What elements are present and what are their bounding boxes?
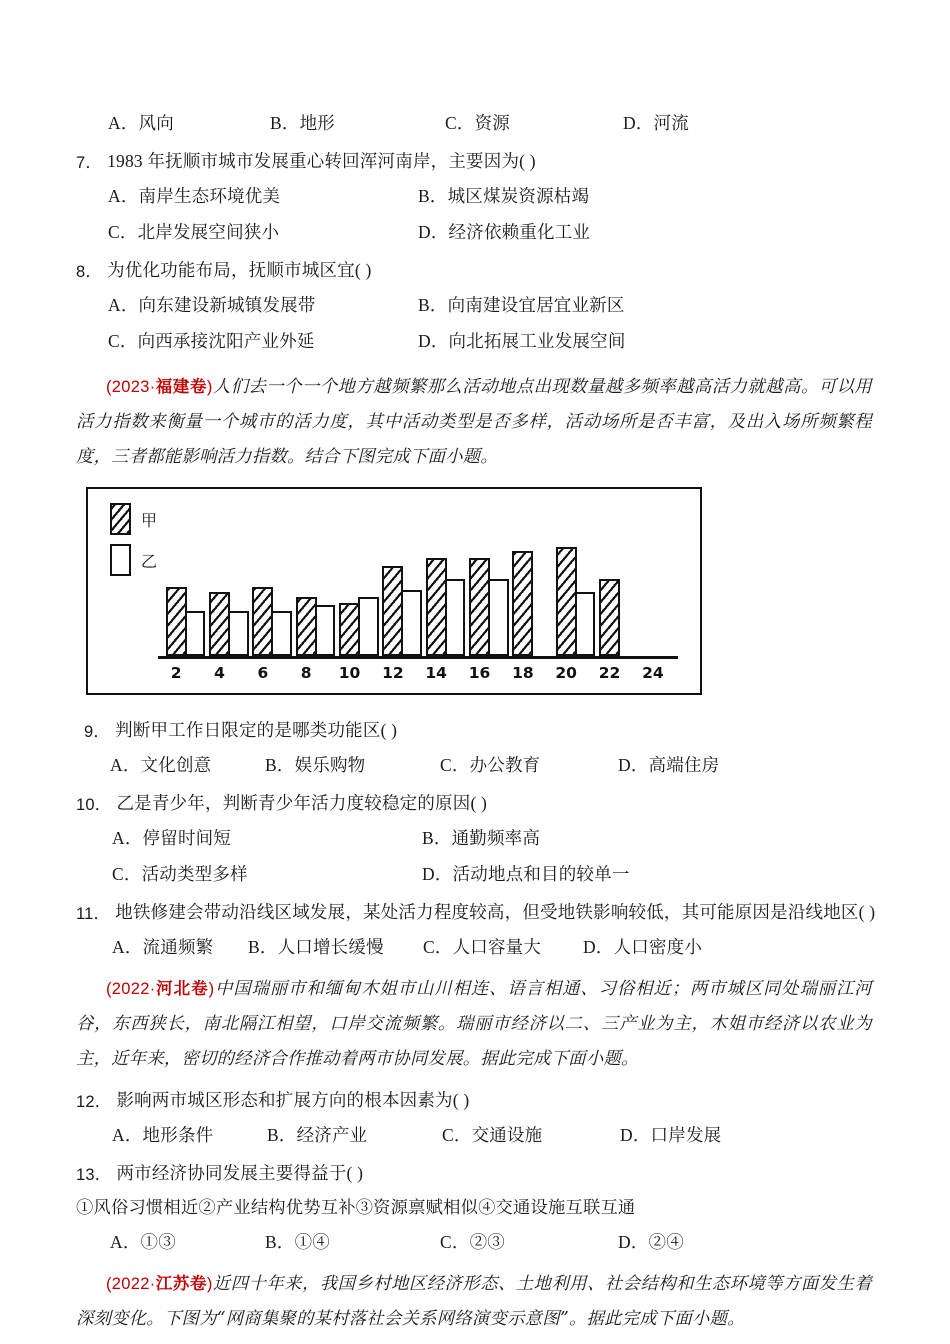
bar-jia-hour-8 — [296, 597, 317, 656]
x-tick-8: 8 — [300, 664, 312, 682]
bar-yi-hour-10 — [358, 597, 379, 656]
question-9-stem — [0, 711, 950, 748]
question-8-text: 为优化功能布局，抚顺市城区宜( ) — [107, 260, 372, 280]
source-tag-jiangsu — [106, 1275, 213, 1293]
question-12-options — [0, 1118, 950, 1154]
option-b[interactable]: B．人口增长缓慢 — [248, 937, 384, 958]
question-9-text: 判断甲工作日限定的是哪类功能区( ) — [115, 720, 398, 740]
source-tag-hebei — [106, 980, 214, 998]
bar-jia-hour-22 — [599, 579, 620, 656]
chart-legend — [110, 503, 157, 585]
question-8-options-row-2 — [0, 324, 950, 360]
chart-plot-area — [158, 523, 678, 682]
legend-label-yi: 乙 — [141, 551, 158, 571]
question-10-number: 10． — [76, 795, 112, 814]
x-tick-22: 22 — [598, 664, 621, 682]
x-tick-16: 16 — [468, 664, 491, 682]
legend-label-jia: 甲 — [141, 510, 158, 530]
option-d[interactable]: D．向北拓展工业发展空间 — [418, 331, 626, 352]
question-7-stem — [0, 142, 950, 179]
bar-yi-hour-2 — [184, 611, 205, 656]
bar-yi-hour-14 — [444, 579, 465, 656]
option-c[interactable]: C．资源 — [445, 113, 510, 134]
option-c[interactable]: C．②③ — [440, 1232, 505, 1253]
bar-jia-hour-14 — [426, 558, 447, 656]
passage-fujian-text: 人们去一个一个地方越频繁那么活动地点出现数量越多频率越高活力就越高。可以用活力指数来衡量一个城市的活力度，其中活动类型是否多样，活动场所是否丰富，及出入场所频繁程度，三者都能影响活力指数。结合下图完成下面小题。 — [76, 377, 872, 467]
chart-frame — [86, 487, 702, 695]
x-axis-line — [158, 656, 678, 659]
option-d[interactable]: D．高端住房 — [618, 755, 720, 776]
bar-yi-hour-16 — [488, 579, 509, 656]
bar-jia-hour-4 — [209, 592, 230, 656]
question-11-options — [0, 930, 950, 966]
chart-bars-group — [158, 523, 678, 656]
question-6-options — [0, 106, 950, 142]
question-8-stem — [0, 251, 950, 288]
source-suffix: ) — [206, 378, 213, 396]
option-c[interactable]: C．活动类型多样 — [112, 864, 248, 885]
option-c[interactable]: C．北岸发展空间狭小 — [108, 222, 280, 243]
option-a[interactable]: A．停留时间短 — [112, 828, 232, 849]
question-13-text: 两市经济协同发展主要得益于( ) — [116, 1163, 364, 1183]
option-c[interactable]: C．办公教育 — [440, 755, 541, 776]
option-a[interactable]: A．向东建设新城镇发展带 — [108, 295, 316, 316]
question-11-number: 11． — [76, 904, 111, 923]
option-b[interactable]: B．娱乐购物 — [265, 755, 366, 776]
x-tick-2: 2 — [170, 664, 182, 682]
bar-yi-hour-4 — [228, 611, 249, 656]
source-name: 江苏卷 — [155, 1275, 207, 1293]
bar-jia-hour-16 — [469, 558, 490, 656]
question-11-text: 地铁修建会带动沿线区域发展，某处活力程度较高，但受地铁影响较低，其可能原因是沿线地区( ) — [115, 902, 876, 922]
x-tick-14: 14 — [425, 664, 447, 682]
bar-jia-hour-18 — [512, 551, 533, 656]
question-11-stem — [0, 893, 950, 930]
option-d[interactable]: D．经济依赖重化工业 — [418, 222, 591, 243]
source-prefix: (2022· — [106, 1275, 156, 1293]
passage-hebei-text: 中国瑞丽市和缅甸木姐市山川相连、语言相通、习俗相近；两市城区同处瑞丽江河谷，东西狭长，南北隔江相望，口岸交流频繁。瑞丽市经济以二、三产业为主，木姐市经济以农业为主，近年来，密切的经济合作推动着两市协同发展。据此完成下面小题。 — [76, 979, 872, 1069]
question-13-options — [0, 1225, 950, 1261]
legend-entry-jia — [110, 503, 157, 535]
source-prefix: (2022· — [106, 980, 156, 998]
question-12-stem — [0, 1081, 950, 1118]
option-b[interactable]: B．地形 — [270, 113, 335, 134]
source-name: 河北卷 — [155, 980, 209, 998]
option-d[interactable]: D．口岸发展 — [620, 1125, 722, 1146]
bar-yi-hour-12 — [401, 590, 422, 657]
question-10-options-row-2 — [0, 857, 950, 893]
legend-swatch-hatched-icon — [110, 503, 131, 535]
question-10-options-row-1 — [0, 821, 950, 857]
option-c[interactable]: C．交通设施 — [442, 1125, 543, 1146]
question-10-text: 乙是青少年，判断青少年活力度较稳定的原因( ) — [116, 793, 488, 813]
option-a[interactable]: A．地形条件 — [112, 1125, 214, 1146]
option-b[interactable]: B．通勤频率高 — [422, 828, 541, 849]
question-7-options-row-2 — [0, 215, 950, 251]
passage-fujian — [0, 370, 950, 475]
bar-yi-hour-20 — [574, 592, 595, 656]
x-tick-20: 20 — [555, 664, 577, 682]
figure-vitality-chart — [0, 487, 950, 695]
x-tick-24: 24 — [642, 664, 664, 682]
source-suffix: ) — [206, 1275, 213, 1293]
question-12-number: 12． — [76, 1092, 112, 1111]
option-b[interactable]: B．经济产业 — [267, 1125, 368, 1146]
question-7-text: 1983 年抚顺市城市发展重心转回浑河南岸，主要因为( ) — [107, 151, 536, 171]
source-suffix: ) — [208, 980, 215, 998]
x-tick-18: 18 — [512, 664, 534, 682]
passage-jiangsu-text: 近四十年来，我国乡村地区经济形态、土地利用、社会结构和生态环境等方面发生着深刻变化。下图为“网商集聚的某村落社会关系网络演变示意图”。据此完成下面小题。 — [76, 1274, 872, 1329]
source-tag-fujian — [106, 378, 213, 396]
option-b[interactable]: B．①④ — [265, 1232, 330, 1253]
x-tick-6: 6 — [257, 664, 269, 682]
x-tick-10: 10 — [338, 664, 361, 682]
bar-yi-hour-6 — [271, 611, 292, 656]
option-d[interactable]: D．②④ — [618, 1232, 684, 1253]
question-13-stem — [0, 1154, 950, 1191]
option-a[interactable]: A．流通频繁 — [112, 937, 214, 958]
x-tick-12: 12 — [382, 664, 404, 682]
option-a[interactable]: A．文化创意 — [110, 755, 212, 776]
x-axis-tick-labels — [158, 664, 678, 688]
question-12-text: 影响两市城区形态和扩展方向的根本因素为( ) — [116, 1090, 470, 1110]
x-tick-4: 4 — [214, 664, 225, 682]
option-a[interactable]: A．风向 — [108, 113, 174, 134]
question-10-stem — [0, 784, 950, 821]
passage-hebei — [0, 972, 950, 1077]
legend-swatch-white-icon — [110, 544, 131, 576]
bar-jia-hour-12 — [382, 566, 403, 656]
bar-jia-hour-6 — [252, 587, 273, 656]
question-13-number: 13． — [76, 1165, 112, 1184]
question-9-number: 9． — [84, 722, 111, 741]
option-a[interactable]: A．南岸生态环境优美 — [108, 186, 281, 207]
bar-yi-hour-8 — [314, 605, 335, 656]
option-a[interactable]: A．①③ — [110, 1232, 176, 1253]
option-b[interactable]: B．城区煤炭资源枯竭 — [418, 186, 590, 207]
option-c[interactable]: C．人口容量大 — [423, 937, 542, 958]
option-d[interactable]: D．人口密度小 — [583, 937, 703, 958]
source-prefix: (2023· — [106, 378, 156, 396]
option-d[interactable]: D．活动地点和目的较单一 — [422, 864, 630, 885]
bar-jia-hour-20 — [556, 547, 577, 656]
bar-jia-hour-10 — [339, 603, 360, 656]
bar-jia-hour-2 — [166, 587, 187, 656]
option-d[interactable]: D．河流 — [623, 113, 689, 134]
passage-jiangsu — [0, 1267, 950, 1337]
question-8-number: 8． — [76, 262, 103, 281]
source-name: 福建卷 — [155, 378, 207, 396]
question-13-statements: ①风俗习惯相近②产业结构优势互补③资源禀赋相似④交通设施互联互通 — [76, 1198, 636, 1217]
question-9-options — [0, 748, 950, 784]
option-c[interactable]: C．向西承接沈阳产业外延 — [108, 331, 315, 352]
question-8-options-row-1 — [0, 288, 950, 324]
question-7-options-row-1 — [0, 179, 950, 215]
legend-entry-yi — [110, 544, 157, 576]
option-b[interactable]: B．向南建设宜居宜业新区 — [418, 295, 625, 316]
question-7-number: 7． — [76, 153, 103, 172]
